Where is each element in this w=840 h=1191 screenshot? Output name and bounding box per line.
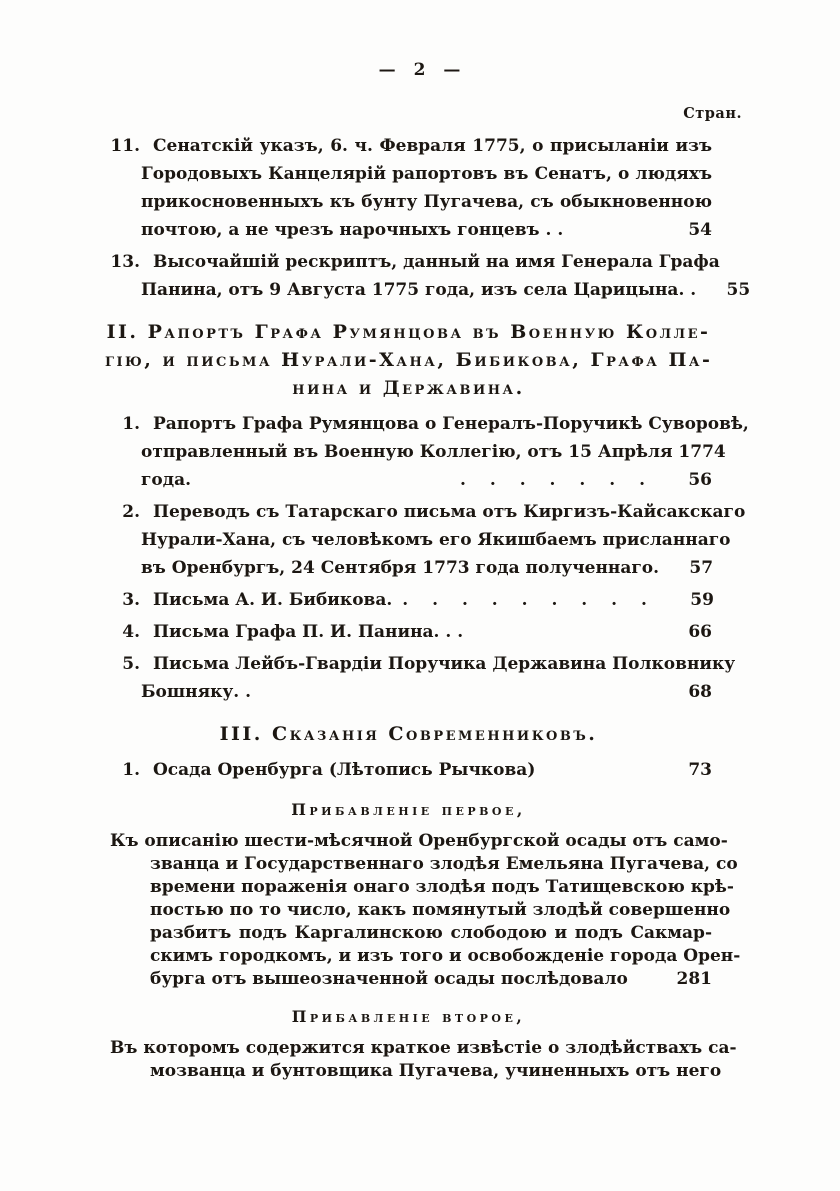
entry-text-line: времени пораженія онаго злодѣя подъ Татищевскою крѣ- [150,877,734,897]
entry-body [110,1037,737,1083]
entry-text-line: Сенатскій указъ, 6. ч. Февраля 1775, о присыланіи изъ [153,136,712,156]
toc-paragraph [105,1037,737,1083]
entry-text: года. [141,470,192,490]
heading-line: гію, и письма Нурали-Хана, Бибикова, Графа Па- [105,349,713,371]
entry-number: 13. [110,252,140,272]
page-reference: 57 [689,558,714,578]
entry-text: въ Оренбургъ, 24 Сентября 1773 года полученнаго. [141,558,660,578]
entry-text-line: Письма Лейбъ-Гвардіи Поручика Державина Полковнику [153,654,736,674]
toc-entry [105,410,749,494]
toc-paragraph [105,830,741,991]
entry-body [141,410,749,494]
entry-number: 1. [122,760,140,780]
heading-line: II. Рапортъ Графа Румянцова въ Военную Колле- [106,321,711,343]
page-number-header: — 2 — [378,60,462,80]
page-reference: 66 [688,622,712,642]
toc-entry [105,498,746,582]
page-reference: 59 [690,590,714,610]
entry-text-line: Въ которомъ содержится краткое извѣстіе о злодѣйствахъ са- [110,1038,737,1058]
toc-entry [105,650,736,706]
entry-text-line: прикосновенныхъ къ бунту Пугачева, съ обыкновенною [141,192,712,212]
entry-last-line [141,466,712,494]
entry-number: 4. [122,622,140,642]
entry-text-line: постью по то число, какъ помянутый злодѣй совершенно [150,900,731,920]
heading-line: Прибавленіе первое, [291,800,526,819]
section-heading [105,720,712,748]
entry-text-line: скимъ городкомъ, и изъ того и освобожденіе города Орен- [150,946,741,966]
section-heading [105,318,712,402]
entry-text: Панина, отъ 9 Августа 1775 года, изъ села Царицына. . [141,280,697,300]
entry-body [141,586,712,614]
page-reference: 54 [688,220,712,240]
toc-entry [105,586,712,614]
toc-entry [105,132,712,244]
entry-text: бурга отъ вышеозначенной осады послѣдовало [150,969,628,989]
entry-text: Осада Оренбурга (Лѣтопись Рычкова) [153,760,536,780]
entry-body [141,132,712,244]
entry-body [141,618,712,646]
entry-text-line: Высочайшій рескриптъ, данный на имя Генерала Графа [153,252,720,272]
entry-last-line [141,678,712,706]
entry-body [110,830,741,991]
entry-last-line [150,968,712,991]
entry-text-line: отправленный въ Военную Коллегію, отъ 15 Апрѣля 1774 [141,442,726,462]
toc-entry [105,618,712,646]
toc-entry [105,248,751,304]
entry-number: 11. [110,136,140,156]
entry-text-line: Рапортъ Графа Румянцова о Генералъ-Поручикѣ Суворовѣ, [153,414,749,434]
entry-text: Письма Графа П. И. Панина. . . [153,622,464,642]
entry-number: 1. [122,414,140,434]
entry-body [141,756,712,784]
page-reference: 56 [688,470,712,490]
entry-text-line: Городовыхъ Канцелярій рапортовъ въ Сенатъ, о людяхъ [141,164,712,184]
entry-number: 5. [122,654,140,674]
entry-body [141,650,736,706]
dot-leader: . . . . . . . . . [402,590,656,610]
table-of-contents [105,132,751,1087]
heading-line: Прибавленіе второе, [291,1007,526,1026]
page-reference: 55 [726,280,751,300]
pages-column-label: Стран. [683,105,742,122]
entry-number: 3. [122,590,140,610]
entry-text-line: Переводъ съ Татарскаго письма отъ Киргизъ-Кайсакскаго [153,502,746,522]
entry-text-line: мозванца и бунтовщика Пугачева, учиненныхъ отъ него [150,1061,722,1081]
entry-last-line [141,554,712,582]
page-reference: 281 [676,969,712,989]
entry-body [141,248,751,304]
entry-text: Письма А. И. Бибикова. [153,590,393,610]
entry-text-line: разбитъ подъ Каргалинскою слободою и подъ Сакмар- [150,923,712,943]
entry-last-line [141,276,751,304]
heading-line: III. Сказанія Современниковъ. [219,723,598,745]
heading-line: нина и Державина. [292,377,525,399]
entry-text-line: Нурали-Хана, съ человѣкомъ его Якишбаемъ присланнаго [141,530,731,550]
dot-leader: . . . . . . . [460,470,654,490]
entry-last-line [141,618,712,646]
section-heading [105,1003,712,1031]
entry-last-line [141,756,712,784]
entry-number: 2. [122,502,140,522]
toc-entry [105,756,712,784]
entry-last-line [141,216,712,244]
entry-last-line [141,586,712,614]
entry-text: почтою, а не чрезъ нарочныхъ гонцевъ . . [141,220,564,240]
page-reference: 73 [688,760,712,780]
section-heading [105,796,712,824]
entry-body [141,498,746,582]
page-reference: 68 [688,682,712,702]
entry-text-line: званца и Государственнаго злодѣя Емельяна Пугачева, со [150,854,738,874]
entry-text: Бошняку. . [141,682,252,702]
entry-text-line: Къ описанію шести-мѣсячной Оренбургской осады отъ само- [110,831,728,851]
